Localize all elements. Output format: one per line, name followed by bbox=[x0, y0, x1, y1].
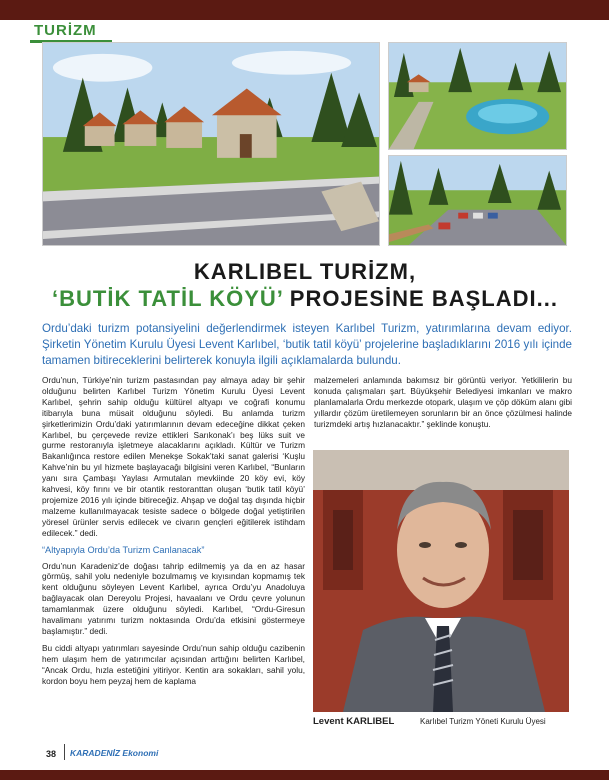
section-label: TURİZM bbox=[34, 22, 97, 39]
headline-line-2 bbox=[30, 285, 580, 312]
render-houses-photo bbox=[42, 42, 380, 246]
render-lake-photo bbox=[388, 42, 567, 150]
right-paragraph-1: malzemeleri anlamında bakımsız bir görüntü veriyor. Yetkililerin bu konuda çalışmaları şart. Büyükşehir Belediyesi imkanları ve makro planlamalarla Ordu merkezde otopark, ulaşım ve çöp döküm alanı gibi yıllardır çözüm üretilemeyen sorunların bir an önce çözülmesi halinde turizmdeki artış hızlanacaktır.” şeklinde konuştu. bbox=[314, 375, 572, 429]
caption-name: Levent KARLIBEL bbox=[313, 716, 395, 727]
caption-title: Karlıbel Turizm Yöneti Kurulu Üyesi bbox=[420, 717, 546, 726]
left-paragraph-2: Ordu’nun Karadeniz’de doğası tahrip edilmemiş ya da en az hasar görmüş, sahil yolu nedeniyle bozulmamış ve kıyısından kopmamış tek kent olduğunu söyleyen Levent Karlıbel, ayrıca Ordu’yu Anadoluya bağlayacak olan Dereyolu Projesi, havaalanı ve Ordu çevre yolunun tamamlanmak üzere olduğunu söyledi. Karlıbel, “Ordu-Giresun havalimanı yatırımı turizm noktasında Ordu’da etkisini göstermeye başlamıştır.” dedi. bbox=[42, 560, 305, 636]
render-parking-photo bbox=[388, 155, 567, 246]
magazine-logo: KARADENİZ Ekonomi bbox=[70, 748, 159, 758]
bottom-color-bar bbox=[0, 770, 609, 780]
headline-dark-part: PROJESİNE BAŞLADI... bbox=[282, 286, 558, 311]
left-column bbox=[42, 375, 305, 686]
right-column bbox=[314, 375, 572, 430]
lead-paragraph: Ordu’daki turizm potansiyelini değerlendirmek isteyen Karlıbel Turizm, yatırımlarına devam ediyor. Şirketin Yönetim Kurulu Üyesi Levent Karlıbel, ‘butik tatil köyü’ projelerine başladıklarını 2016 yılı içinde tamamen bitireceklerini belirterek konuyla ilgili açıklamalarda bulundu. bbox=[42, 322, 572, 367]
left-paragraph-1: Ordu’nun, Türkiye’nin turizm pastasından pay almaya aday bir şehir olduğunu belirten Karlıbel Turizm Yönetim Kurulu Üyesi Levent Karlıbel, şehrin sahip olduğu kültürel altyapı ve coğrafi konumu itibarıyla buna müsait olduğunu söyledi. Bu anlamda turizm şirketlerimizin Ordu’daki yatırımlarının devam edeceğine dikkat çeken Karlıbel, bu çerçevede revize ettikleri Sarıkonak’ı beş lüks suit ve gurme restoranıyla işletmeye alacaklarını açıkladı. Kültür ve Turizm Bakanlığınca restore edilen Menekşe Sokak’taki sanat galerisi ‘Kuşlu Kahve’nin bu yıl hizmete başlayacağı bilgisini veren Karlıbel, “Bunların yanı sıra Çambaşı Yaylası Armutalan mevkiinde 20 köy evi, köy kahvesi, köy fırını ve bir otantik restoranttan oluşan ‘butik tatil köyü’ projemize 2016 yılı içinde bitireceğiz. Ahşap ve doğal taş dışında hiçbir malzeme kullanılmayacak tesiste sadece o bölgede doğal yetiştirilen yöresel ürünler servis edilecek ve civarın gençleri eğitilerek istihdam edilecek.” dedi. bbox=[42, 375, 305, 538]
left-paragraph-3: Bu ciddi altyapı yatırımları sayesinde Ordu’nun sahip olduğu cazibenin hem ulaşım hem de yatırımcılar açısından arttığını belirten Karlıbel, “Ancak Ordu, hızla estetiğini yitiriyor. Kentin ara sokakları, sahil yolu, kordon boyu hem peyzaj hem de kaplama bbox=[42, 642, 305, 686]
headline-green-part: ‘BUTİK TATİL KÖYÜ’ bbox=[52, 286, 283, 311]
portrait-photo bbox=[313, 450, 569, 712]
subheading: “Altyapıyla Ordu’da Turizm Canlanacak” bbox=[42, 544, 205, 555]
page-number: 38 bbox=[46, 749, 57, 759]
headline-line-1: KARLIBEL TURİZM, bbox=[193, 259, 417, 284]
top-color-bar bbox=[0, 0, 609, 20]
footer-separator bbox=[64, 744, 65, 760]
